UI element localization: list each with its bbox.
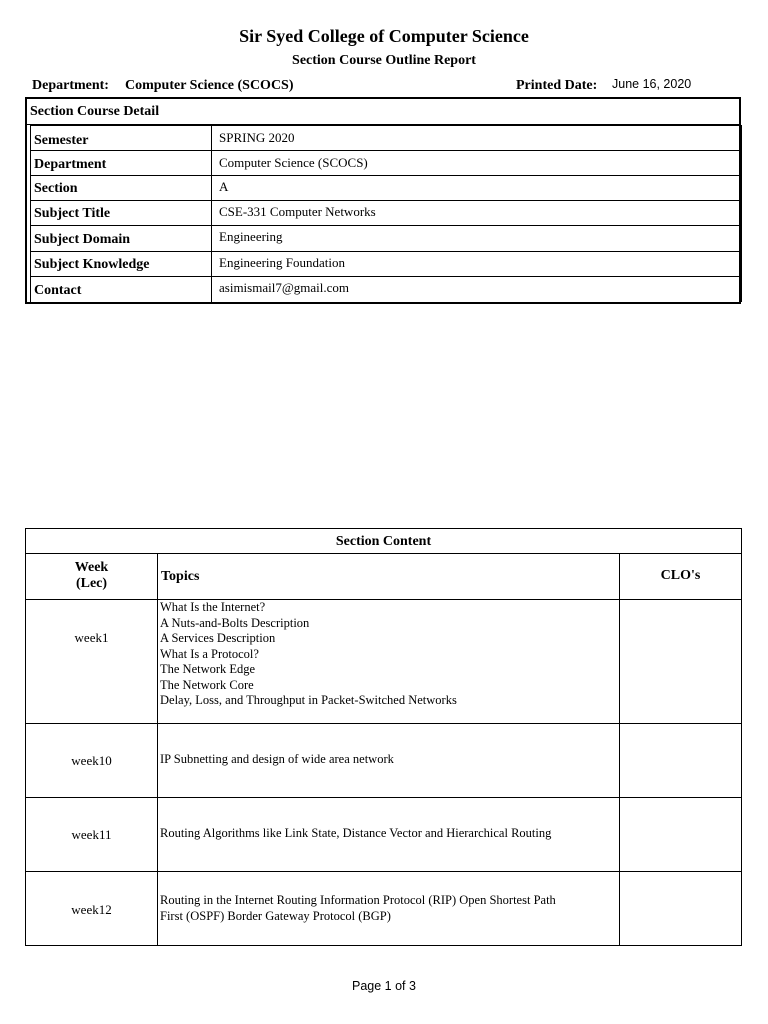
detail-label: Subject Domain: [30, 226, 212, 252]
detail-label: Section: [30, 176, 212, 201]
content-heading: Section Content: [26, 529, 741, 554]
report-title: Section Course Outline Report: [292, 53, 476, 68]
topic-line: The Network Edge: [160, 662, 256, 676]
topic-line: Delay, Loss, and Throughput in Packet-Switched Networks: [160, 693, 457, 707]
week-cell: week12: [71, 902, 112, 917]
column-header-week-line1: Week: [74, 560, 109, 575]
column-header-topics: Topics: [161, 569, 200, 584]
detail-value: Engineering: [212, 226, 742, 252]
detail-value: SPRING 2020: [212, 125, 742, 151]
topic-line: A Services Description: [160, 631, 276, 645]
printed-date-value: June 16, 2020: [612, 77, 692, 91]
topic-line: A Nuts-and-Bolts Description: [160, 615, 310, 630]
topics-cell: [160, 893, 620, 924]
detail-row: [30, 201, 742, 226]
detail-value: Computer Science (SCOCS): [212, 151, 742, 176]
college-name: Sir Syed College of Computer Science: [239, 26, 529, 46]
detail-label: Semester: [30, 125, 212, 151]
column-header-clos: CLO's: [660, 568, 701, 583]
department-value: Computer Science (SCOCS): [125, 78, 294, 93]
topic-line: IP Subnetting and design of wide area network: [160, 752, 394, 766]
section-content-table: [25, 528, 742, 946]
detail-row: [30, 176, 742, 201]
column-header-week-line2: (Lec): [75, 576, 108, 591]
section-course-detail-table: [25, 97, 741, 304]
detail-value: Engineering Foundation: [212, 252, 742, 277]
detail-value: asimismail7@gmail.com: [212, 277, 742, 302]
topic-line: Routing Algorithms like Link State, Distance Vector and Hierarchical Routing: [160, 826, 552, 840]
detail-heading: Section Course Detail: [27, 99, 739, 125]
detail-row: [30, 151, 742, 176]
column-header-week: [26, 560, 157, 592]
detail-label: Department: [30, 151, 212, 176]
topic-line: The Network Core: [160, 677, 254, 692]
column-divider: [157, 553, 158, 945]
topic-line: Routing in the Internet Routing Information Protocol (RIP) Open Shortest Path: [160, 893, 556, 907]
detail-label: Contact: [30, 277, 212, 302]
detail-value: CSE-331 Computer Networks: [212, 201, 742, 226]
detail-row: [30, 226, 742, 252]
detail-label: Subject Knowledge: [30, 252, 212, 277]
week-cell: week11: [71, 827, 112, 842]
department-label: Department:: [32, 78, 109, 93]
row-divider: [26, 797, 741, 798]
topic-line: What Is a Protocol?: [160, 646, 259, 661]
topic-line: What Is the Internet?: [160, 600, 266, 614]
detail-row: [30, 277, 742, 302]
row-divider: [26, 871, 741, 872]
detail-value: A: [212, 176, 742, 201]
topics-cell: [160, 752, 620, 768]
detail-label: Subject Title: [30, 201, 212, 226]
topics-cell: [160, 826, 620, 842]
topics-cell: [160, 600, 620, 709]
printed-date-label: Printed Date:: [516, 78, 598, 93]
page-number: Page 1 of 3: [352, 979, 416, 993]
detail-row: [30, 252, 742, 277]
topic-line: First (OSPF) Border Gateway Protocol (BGP): [160, 908, 391, 923]
week-cell: week10: [71, 753, 112, 768]
week-cell: week1: [74, 630, 109, 645]
row-divider: [26, 723, 741, 724]
detail-row: [30, 125, 742, 151]
